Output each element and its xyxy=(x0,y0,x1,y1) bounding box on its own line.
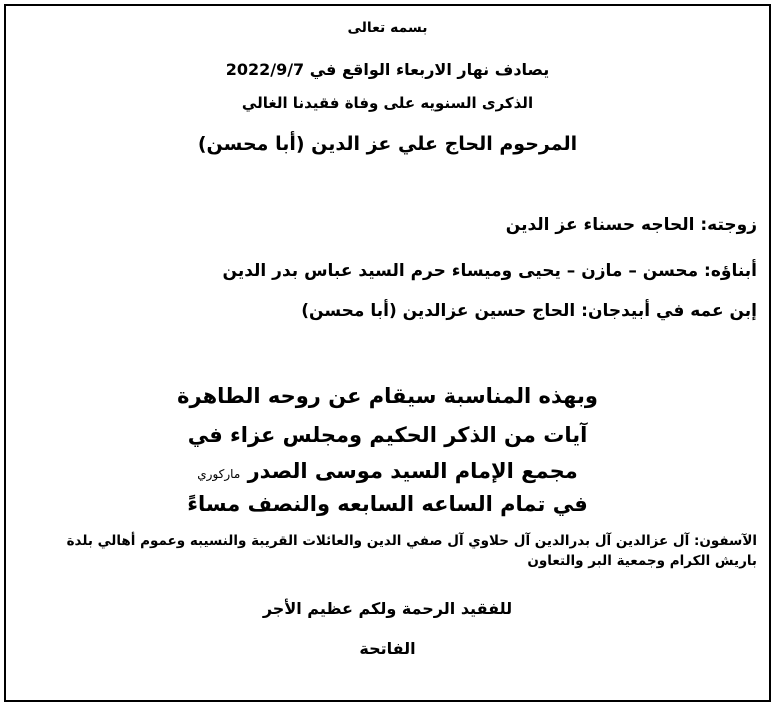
children-line: أبناؤه: محسن – مازن – يحيى وميساء حرم السيد عباس بدر الدين xyxy=(222,261,757,281)
cousin-line: إبن عمه في أبيدجان: الحاج حسين عزالدين (أبا محسن) xyxy=(301,301,757,321)
event-venue-area: ماركوري xyxy=(197,467,241,481)
mourners-paragraph: الآسفون: آل عزالدين آل بدرالدين آل حلاوي آل صفي الدين والعائلات القريبة والنسيبه وعموم أهالي بلدة باريش الكرام وجمعية البر والتعاون xyxy=(66,533,757,570)
event-line-2: آيات من الذكر الحكيم ومجلس عزاء في xyxy=(187,423,588,447)
wife-line: زوجته: الحاجه حسناء عز الدين xyxy=(505,215,757,235)
fatiha-line: الفاتحة xyxy=(359,639,416,658)
bismillah-line: بسمه تعالى xyxy=(347,20,428,36)
event-line-3 xyxy=(6,459,769,483)
event-line-1: وبهذه المناسبة سيقام عن روحه الطاهرة xyxy=(177,384,598,408)
anniversary-line: الذكرى السنويه على وفاة فقيدنا الغالي xyxy=(241,94,534,112)
event-venue: مجمع الإمام السيد موسى الصدر xyxy=(247,459,578,483)
obituary-frame xyxy=(4,4,771,702)
date-line: يصادف نهار الاربعاء الواقع في 2022/9/7 xyxy=(225,60,550,79)
event-line-4: في تمام الساعه السابعه والنصف مساءً xyxy=(187,492,588,516)
condolence-line: للفقيد الرحمة ولكم عظيم الأجر xyxy=(262,599,513,618)
deceased-name: المرحوم الحاج علي عز الدين (أبا محسن) xyxy=(197,133,578,155)
